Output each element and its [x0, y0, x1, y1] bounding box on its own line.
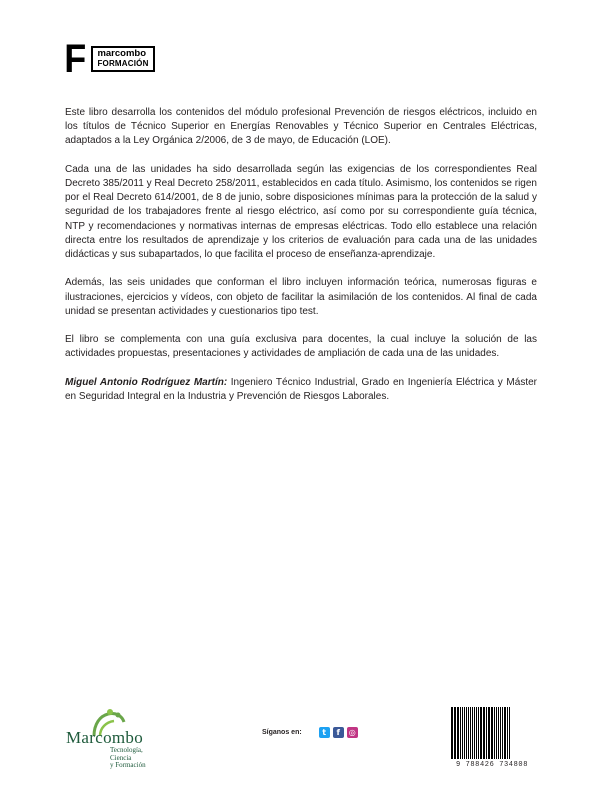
barcode-bar — [509, 707, 510, 759]
tagline-line2: Ciencia — [110, 753, 132, 762]
social-links — [262, 727, 358, 738]
brand-wordmark: Marcombo — [66, 728, 143, 747]
barcode-bar — [494, 707, 495, 759]
paragraph-teacher-guide: El libro se complementa con una guía exclusiva para docentes, la cual incluye la solución de las actividades propuestas, presentaciones y actividades de ampliación de cada una de las unidades. — [65, 334, 537, 360]
paragraph-intro: Este libro desarrolla los contenidos del módulo profesional Prevención de riesgos eléctricos, incluido en los títulos de Técnico Superior en Energías Renovables y Técnico Superior en Centrales Eléctricas, adaptados a la Ley Orgánica 2/2006, de 3 de mayo, de Educación (LOE). — [65, 107, 537, 147]
barcode-bar — [480, 707, 482, 759]
publisher-logo-letter: F — [64, 37, 87, 81]
barcode-bar — [498, 707, 499, 759]
barcode-bar — [504, 707, 506, 759]
author-paragraph — [65, 376, 537, 404]
barcode-bar — [464, 707, 465, 759]
tagline-line3: y Formación — [110, 761, 146, 769]
author-name: Miguel Antonio Rodríguez Martín: — [65, 376, 228, 388]
publisher-logo-line1: marcombo — [97, 48, 147, 59]
twitter-icon[interactable]: t — [319, 727, 330, 738]
barcode-bar — [466, 707, 467, 759]
paragraph-units: Cada una de las unidades ha sido desarrollada según las exigencias de los correspondientes Real Decreto 385/2011 y Real Decreto 258/2011, establecidos en cada título. Asimismo, los contenidos se rigen por el Real Decreto 614/2001, de 8 de junio, sobre disposiciones mínimas para la protección de la salud y seguridad de los trabajadores frente al riesgo eléctrico, así como por su correspondiente guía técnica, NTP y recomendaciones y normativas internas de empresas eléctricas. Todo ello establece una relación directa entre los resultados de aprendizaje y los criterios de evaluación para cada una de las unidades didácticas y sus subapartados, lo que facilita el proceso de enseñanza-aprendizaje. — [65, 163, 537, 261]
social-label: Síganos en: — [262, 729, 302, 736]
brand-tagline — [110, 747, 180, 770]
barcode-bar — [470, 707, 471, 759]
barcode-bar — [478, 707, 479, 759]
barcode-bar — [502, 707, 503, 759]
barcode-bar — [474, 707, 475, 759]
facebook-icon[interactable]: f — [333, 727, 344, 738]
author-bio: Ingeniero Técnico Industrial, Grado en Ingeniería Eléctrica y Máster en Seguridad Integral en la Industria y Prevención de Riesgos Laborales. — [65, 376, 537, 402]
barcode-bar — [457, 707, 459, 759]
barcode-bar — [451, 707, 453, 759]
barcode-bar — [483, 707, 485, 759]
barcode-bar — [462, 707, 463, 759]
publisher-logo-line2: FORMACIÓN — [97, 59, 149, 68]
barcode-bars — [448, 705, 536, 761]
marcombo-brand-logo — [62, 708, 182, 768]
paragraph-contents: Además, las seis unidades que conforman el libro incluyen información teórica, numerosas figuras e ilustraciones, ejercicios y vídeos, con objeto de facilitar la asimilación de los contenidos. Al final de cada unidad se presentan actividades y cuestionarios tipo test. — [65, 277, 537, 317]
barcode-bar — [476, 707, 477, 759]
publisher-logo-box — [91, 46, 154, 72]
back-cover-text — [65, 106, 537, 418]
barcode-bar — [468, 707, 469, 759]
barcode-bar — [491, 707, 493, 759]
barcode-bar — [496, 707, 497, 759]
barcode-bar — [486, 707, 487, 759]
tagline-line1: Tecnología, — [110, 746, 143, 754]
barcode-bar — [507, 707, 508, 759]
instagram-icon[interactable]: ◎ — [347, 727, 358, 738]
barcode-bar — [454, 707, 456, 759]
isbn-number: 9 788426 734808 — [455, 761, 528, 769]
barcode-bar — [488, 707, 490, 759]
publisher-logo — [63, 37, 155, 81]
barcode-bar — [460, 707, 461, 759]
barcode-bar — [500, 707, 501, 759]
isbn-barcode — [448, 705, 536, 773]
barcode-bar — [472, 707, 473, 759]
